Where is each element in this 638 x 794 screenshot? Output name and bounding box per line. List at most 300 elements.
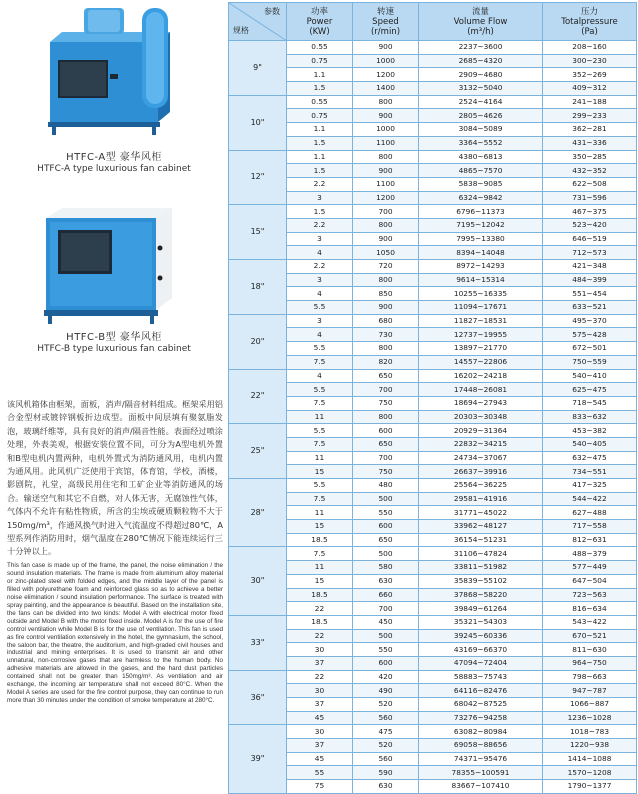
table-row bbox=[229, 109, 637, 123]
power-cell: 2.2 bbox=[287, 218, 353, 232]
flow-cell: 20303~30348 bbox=[419, 410, 543, 424]
pressure-cell: 488~379 bbox=[543, 547, 637, 561]
power-cell: 7.5 bbox=[287, 547, 353, 561]
power-cell: 3 bbox=[287, 232, 353, 246]
flow-cell: 2805~4626 bbox=[419, 109, 543, 123]
power-cell: 0.55 bbox=[287, 41, 353, 55]
power-cell: 2.2 bbox=[287, 177, 353, 191]
table-row bbox=[229, 615, 637, 629]
flow-cell: 39849~61264 bbox=[419, 602, 543, 616]
power-cell: 37 bbox=[287, 739, 353, 753]
pressure-cell: 350~285 bbox=[543, 150, 637, 164]
speed-cell: 900 bbox=[353, 41, 419, 55]
header-speed-en: Speed bbox=[372, 16, 399, 27]
pressure-cell: 432~352 bbox=[543, 164, 637, 178]
pressure-cell: 723~563 bbox=[543, 588, 637, 602]
flow-cell: 74371~95476 bbox=[419, 752, 543, 766]
pressure-cell: 544~422 bbox=[543, 492, 637, 506]
table-row bbox=[229, 342, 637, 356]
flow-cell: 33962~48127 bbox=[419, 520, 543, 534]
flow-cell: 25564~36225 bbox=[419, 479, 543, 493]
power-cell: 7.5 bbox=[287, 437, 353, 451]
table-row bbox=[229, 232, 637, 246]
table-row bbox=[229, 780, 637, 794]
flow-cell: 17448~26081 bbox=[419, 383, 543, 397]
header-speed-zh: 转速 bbox=[376, 6, 394, 17]
speed-cell: 450 bbox=[353, 615, 419, 629]
speed-cell: 590 bbox=[353, 766, 419, 780]
size-cell: 15" bbox=[229, 205, 287, 260]
header-volume-flow bbox=[419, 3, 543, 41]
size-cell: 36" bbox=[229, 670, 287, 725]
pressure-cell: 646~519 bbox=[543, 232, 637, 246]
flow-cell: 8394~14048 bbox=[419, 246, 543, 260]
flow-cell: 22832~34215 bbox=[419, 437, 543, 451]
flow-cell: 13897~21770 bbox=[419, 342, 543, 356]
speed-cell: 630 bbox=[353, 574, 419, 588]
pressure-cell: 467~375 bbox=[543, 205, 637, 219]
speed-cell: 560 bbox=[353, 752, 419, 766]
table-row bbox=[229, 314, 637, 328]
pressure-cell: 670~521 bbox=[543, 629, 637, 643]
power-cell: 1.1 bbox=[287, 150, 353, 164]
pressure-cell: 352~269 bbox=[543, 68, 637, 82]
flow-cell: 31771~45022 bbox=[419, 506, 543, 520]
flow-cell: 29581~41916 bbox=[419, 492, 543, 506]
pressure-cell: 241~188 bbox=[543, 95, 637, 109]
speed-cell: 820 bbox=[353, 355, 419, 369]
flow-cell: 69058~88656 bbox=[419, 739, 543, 753]
pressure-cell: 540~405 bbox=[543, 437, 637, 451]
speed-cell: 560 bbox=[353, 711, 419, 725]
flow-cell: 37868~58220 bbox=[419, 588, 543, 602]
speed-cell: 730 bbox=[353, 328, 419, 342]
flow-cell: 24734~37067 bbox=[419, 451, 543, 465]
flow-cell: 64116~82476 bbox=[419, 684, 543, 698]
table-row bbox=[229, 424, 637, 438]
speed-cell: 1050 bbox=[353, 246, 419, 260]
pressure-cell: 672~501 bbox=[543, 342, 637, 356]
pressure-cell: 421~348 bbox=[543, 260, 637, 274]
flow-cell: 58883~75743 bbox=[419, 670, 543, 684]
speed-cell: 1200 bbox=[353, 191, 419, 205]
pressure-cell: 577~449 bbox=[543, 561, 637, 575]
size-cell: 12" bbox=[229, 150, 287, 205]
pressure-cell: 625~475 bbox=[543, 383, 637, 397]
flow-cell: 35839~55102 bbox=[419, 574, 543, 588]
power-cell: 3 bbox=[287, 273, 353, 287]
speed-cell: 700 bbox=[353, 205, 419, 219]
flow-cell: 3084~5089 bbox=[419, 123, 543, 137]
product-a-title-en: HTFC-A type luxurious fan cabinet bbox=[37, 164, 191, 174]
product-a bbox=[18, 2, 210, 174]
flow-cell: 47094~72404 bbox=[419, 656, 543, 670]
pressure-cell: 947~787 bbox=[543, 684, 637, 698]
header-speed-unit: (r/min) bbox=[370, 26, 401, 37]
flow-cell: 7195~12042 bbox=[419, 218, 543, 232]
pressure-cell: 731~596 bbox=[543, 191, 637, 205]
power-cell: 1.5 bbox=[287, 136, 353, 150]
pressure-cell: 1220~938 bbox=[543, 739, 637, 753]
power-cell: 2.2 bbox=[287, 260, 353, 274]
pressure-cell: 964~750 bbox=[543, 656, 637, 670]
flow-cell: 31106~47824 bbox=[419, 547, 543, 561]
table-row bbox=[229, 396, 637, 410]
power-cell: 45 bbox=[287, 752, 353, 766]
table-row bbox=[229, 506, 637, 520]
table-row bbox=[229, 492, 637, 506]
table-row bbox=[229, 301, 637, 315]
pressure-cell: 300~230 bbox=[543, 54, 637, 68]
header-power bbox=[287, 3, 353, 41]
pressure-cell: 1414~1088 bbox=[543, 752, 637, 766]
table-row bbox=[229, 574, 637, 588]
pressure-cell: 299~233 bbox=[543, 109, 637, 123]
power-cell: 0.55 bbox=[287, 95, 353, 109]
table-row bbox=[229, 588, 637, 602]
header-pressure-unit: (Pa) bbox=[581, 26, 598, 37]
speed-cell: 720 bbox=[353, 260, 419, 274]
header-total-pressure bbox=[543, 3, 637, 41]
flow-cell: 5838~9085 bbox=[419, 177, 543, 191]
table-row bbox=[229, 123, 637, 137]
flow-cell: 2524~4164 bbox=[419, 95, 543, 109]
spec-table-container bbox=[228, 2, 636, 794]
pressure-cell: 750~559 bbox=[543, 355, 637, 369]
flow-cell: 4380~6813 bbox=[419, 150, 543, 164]
flow-cell: 33811~51982 bbox=[419, 561, 543, 575]
table-row bbox=[229, 82, 637, 96]
table-row bbox=[229, 602, 637, 616]
speed-cell: 700 bbox=[353, 451, 419, 465]
power-cell: 22 bbox=[287, 629, 353, 643]
speed-cell: 1100 bbox=[353, 177, 419, 191]
pressure-cell: 362~281 bbox=[543, 123, 637, 137]
pressure-cell: 431~336 bbox=[543, 136, 637, 150]
flow-cell: 3364~5552 bbox=[419, 136, 543, 150]
speed-cell: 1000 bbox=[353, 54, 419, 68]
corner-spec-label: 规格 bbox=[233, 26, 249, 35]
speed-cell: 550 bbox=[353, 506, 419, 520]
table-row bbox=[229, 328, 637, 342]
pressure-cell: 484~399 bbox=[543, 273, 637, 287]
speed-cell: 500 bbox=[353, 629, 419, 643]
table-row bbox=[229, 95, 637, 109]
header-pressure-en: Totalpressure bbox=[561, 16, 618, 27]
table-row bbox=[229, 177, 637, 191]
size-cell: 20" bbox=[229, 314, 287, 369]
flow-cell: 39245~60336 bbox=[419, 629, 543, 643]
flow-cell: 4865~7570 bbox=[419, 164, 543, 178]
power-cell: 18.5 bbox=[287, 615, 353, 629]
pressure-cell: 417~325 bbox=[543, 479, 637, 493]
table-header-row bbox=[229, 3, 637, 41]
product-a-title-zh: HTFC-A型 豪华风柜 bbox=[66, 152, 162, 163]
speed-cell: 800 bbox=[353, 342, 419, 356]
speed-cell: 420 bbox=[353, 670, 419, 684]
speed-cell: 630 bbox=[353, 780, 419, 794]
pressure-cell: 627~488 bbox=[543, 506, 637, 520]
table-row bbox=[229, 670, 637, 684]
header-pressure-zh: 压力 bbox=[580, 6, 598, 17]
table-row bbox=[229, 68, 637, 82]
pressure-cell: 647~504 bbox=[543, 574, 637, 588]
speed-cell: 1400 bbox=[353, 82, 419, 96]
speed-cell: 1000 bbox=[353, 123, 419, 137]
table-row bbox=[229, 698, 637, 712]
table-row bbox=[229, 561, 637, 575]
power-cell: 5.5 bbox=[287, 383, 353, 397]
power-cell: 37 bbox=[287, 656, 353, 670]
pressure-cell: 1570~1208 bbox=[543, 766, 637, 780]
table-row bbox=[229, 218, 637, 232]
pressure-cell: 798~663 bbox=[543, 670, 637, 684]
table-row bbox=[229, 41, 637, 55]
size-cell: 30" bbox=[229, 547, 287, 615]
description-zh: 该风机箱体由框架，面板，消声/隔音材料组成。框架采用铝合金型材或镀锌钢板折边成型。面板中间层填有聚氨脂发泡，玻璃纤维等，具有良好的消声/隔音性能。表面经过喷涂处理，外表美观，根据安装位置不同，可分为A型电机外置和B型电机内置两种，电机外置式为消防通风用，电机内置为通风用。此风机广泛使用于宾馆，体育馆，学校，酒楼，影剧院，礼堂，高级民用住宅和工矿企业等消防通风的场合。输送空气和其它不自燃，对人体无害，无腐蚀性气体，气体内不允许有粘性物质，所含的尘埃或硬质颗粒物不大于150mg/m³，作通风换气时进入气流温度不得超过80℃，A型系列作消防用时，烟气温度在280℃情况下能连续运行三十分钟以上。 bbox=[7, 399, 223, 557]
speed-cell: 600 bbox=[353, 424, 419, 438]
power-cell: 1.5 bbox=[287, 164, 353, 178]
table-row bbox=[229, 437, 637, 451]
product-b-title-zh: HTFC-B型 豪华风柜 bbox=[66, 332, 162, 343]
power-cell: 15 bbox=[287, 465, 353, 479]
size-cell: 10" bbox=[229, 95, 287, 150]
table-row bbox=[229, 547, 637, 561]
pressure-cell: 1236~1028 bbox=[543, 711, 637, 725]
spec-table bbox=[228, 2, 637, 794]
table-row bbox=[229, 355, 637, 369]
header-speed bbox=[353, 3, 419, 41]
pressure-cell: 734~551 bbox=[543, 465, 637, 479]
pressure-cell: 718~545 bbox=[543, 396, 637, 410]
power-cell: 1.1 bbox=[287, 123, 353, 137]
speed-cell: 550 bbox=[353, 643, 419, 657]
table-row bbox=[229, 164, 637, 178]
table-row bbox=[229, 752, 637, 766]
flow-cell: 83667~107410 bbox=[419, 780, 543, 794]
table-row bbox=[229, 711, 637, 725]
pressure-cell: 812~631 bbox=[543, 533, 637, 547]
flow-cell: 16202~24218 bbox=[419, 369, 543, 383]
size-cell: 25" bbox=[229, 424, 287, 479]
pressure-cell: 833~632 bbox=[543, 410, 637, 424]
speed-cell: 750 bbox=[353, 396, 419, 410]
speed-cell: 600 bbox=[353, 520, 419, 534]
speed-cell: 800 bbox=[353, 218, 419, 232]
header-flow-zh: 流量 bbox=[471, 6, 489, 17]
product-b-title-en: HTFC-B type luxurious fan cabinet bbox=[37, 344, 191, 354]
power-cell: 7.5 bbox=[287, 396, 353, 410]
power-cell: 7.5 bbox=[287, 355, 353, 369]
flow-cell: 18694~27943 bbox=[419, 396, 543, 410]
speed-cell: 520 bbox=[353, 739, 419, 753]
pressure-cell: 495~370 bbox=[543, 314, 637, 328]
flow-cell: 35321~54303 bbox=[419, 615, 543, 629]
flow-cell: 12737~19955 bbox=[419, 328, 543, 342]
table-row bbox=[229, 451, 637, 465]
header-flow-unit: (m³/h) bbox=[467, 26, 494, 37]
pressure-cell: 575~428 bbox=[543, 328, 637, 342]
pressure-cell: 717~558 bbox=[543, 520, 637, 534]
spec-table-body bbox=[229, 41, 637, 794]
pressure-cell: 1018~783 bbox=[543, 725, 637, 739]
power-cell: 0.75 bbox=[287, 109, 353, 123]
pressure-cell: 208~160 bbox=[543, 41, 637, 55]
table-row bbox=[229, 766, 637, 780]
table-row bbox=[229, 629, 637, 643]
flow-cell: 6324~9842 bbox=[419, 191, 543, 205]
header-flow-en: Volume Flow bbox=[453, 16, 508, 27]
table-row bbox=[229, 150, 637, 164]
power-cell: 11 bbox=[287, 410, 353, 424]
speed-cell: 800 bbox=[353, 95, 419, 109]
flow-cell: 9614~15314 bbox=[419, 273, 543, 287]
flow-cell: 14557~22806 bbox=[419, 355, 543, 369]
power-cell: 4 bbox=[287, 246, 353, 260]
speed-cell: 900 bbox=[353, 164, 419, 178]
corner-param-label: 参数 bbox=[264, 7, 280, 16]
speed-cell: 660 bbox=[353, 588, 419, 602]
table-row bbox=[229, 725, 637, 739]
speed-cell: 800 bbox=[353, 410, 419, 424]
power-cell: 5.5 bbox=[287, 301, 353, 315]
table-row bbox=[229, 410, 637, 424]
power-cell: 1.5 bbox=[287, 205, 353, 219]
flow-cell: 68042~87525 bbox=[419, 698, 543, 712]
power-cell: 30 bbox=[287, 725, 353, 739]
flow-cell: 43169~66370 bbox=[419, 643, 543, 657]
table-row bbox=[229, 260, 637, 274]
speed-cell: 900 bbox=[353, 301, 419, 315]
table-row bbox=[229, 520, 637, 534]
power-cell: 45 bbox=[287, 711, 353, 725]
speed-cell: 650 bbox=[353, 369, 419, 383]
table-row bbox=[229, 656, 637, 670]
pressure-cell: 551~454 bbox=[543, 287, 637, 301]
table-row bbox=[229, 465, 637, 479]
flow-cell: 11827~18531 bbox=[419, 314, 543, 328]
table-row bbox=[229, 246, 637, 260]
flow-cell: 2237~3600 bbox=[419, 41, 543, 55]
flow-cell: 6796~11373 bbox=[419, 205, 543, 219]
power-cell: 7.5 bbox=[287, 492, 353, 506]
speed-cell: 700 bbox=[353, 383, 419, 397]
power-cell: 1.5 bbox=[287, 82, 353, 96]
power-cell: 3 bbox=[287, 314, 353, 328]
left-column bbox=[0, 0, 228, 760]
pressure-cell: 523~420 bbox=[543, 218, 637, 232]
table-row bbox=[229, 191, 637, 205]
flow-cell: 78355~100591 bbox=[419, 766, 543, 780]
table-row bbox=[229, 369, 637, 383]
table-row bbox=[229, 383, 637, 397]
flow-cell: 2909~4680 bbox=[419, 68, 543, 82]
speed-cell: 850 bbox=[353, 287, 419, 301]
power-cell: 30 bbox=[287, 684, 353, 698]
flow-cell: 8972~14293 bbox=[419, 260, 543, 274]
table-row bbox=[229, 273, 637, 287]
power-cell: 37 bbox=[287, 698, 353, 712]
table-row bbox=[229, 479, 637, 493]
pressure-cell: 409~312 bbox=[543, 82, 637, 96]
speed-cell: 800 bbox=[353, 150, 419, 164]
speed-cell: 500 bbox=[353, 492, 419, 506]
power-cell: 5.5 bbox=[287, 424, 353, 438]
pressure-cell: 811~630 bbox=[543, 643, 637, 657]
pressure-cell: 633~521 bbox=[543, 301, 637, 315]
power-cell: 18.5 bbox=[287, 533, 353, 547]
power-cell: 15 bbox=[287, 574, 353, 588]
speed-cell: 600 bbox=[353, 656, 419, 670]
flow-cell: 26637~39916 bbox=[419, 465, 543, 479]
power-cell: 11 bbox=[287, 506, 353, 520]
power-cell: 30 bbox=[287, 643, 353, 657]
speed-cell: 480 bbox=[353, 479, 419, 493]
size-cell: 33" bbox=[229, 615, 287, 670]
power-cell: 55 bbox=[287, 766, 353, 780]
speed-cell: 750 bbox=[353, 465, 419, 479]
pressure-cell: 453~382 bbox=[543, 424, 637, 438]
power-cell: 22 bbox=[287, 602, 353, 616]
description-en: This fan case is made up of the frame, the panel, the noise elimination / the sound insulation materials. The frame is made from aluminum alloy material or zinc-plated steel with folded edges, and the middle layer of the panel is filled with polyurethane foam and reinforced glass so as to achieve a better noise elimination / sound insulation performance. The surface is treated with spray painting, and the appearance is beautiful. Based on the installation site, the fans can be divided into two kinds: Model A with electrical motor fixed outside and Model B with the motor fixed inside. Model A is for the use of fire control ventilation while Model B is for the use of ventilation. This fan is used as fire control ventilation extensively in the hotel, the gymnasium, the school, the saloon bar, the theatre, the auditorium, and high-graded civil houses and industrial and mining enterprises. It is used to transmit air and other unnatural, non-corrosive gases that are harmless to the human body. No adhesive materials are allowed in the gases, and the hard dust particles contained shall not be greater than 150mg/m³. As ventilation and air exchange, the incoming air temperature shall not exceed 80°C. When the Model A series are used for the fire control purpose, they can continue to run more than 30 minutes under the condition of smoke temperature at 280°C. bbox=[7, 562, 223, 705]
speed-cell: 520 bbox=[353, 698, 419, 712]
speed-cell: 500 bbox=[353, 547, 419, 561]
speed-cell: 650 bbox=[353, 533, 419, 547]
table-row bbox=[229, 54, 637, 68]
power-cell: 22 bbox=[287, 670, 353, 684]
size-cell: 18" bbox=[229, 260, 287, 315]
flow-cell: 3132~5040 bbox=[419, 82, 543, 96]
power-cell: 18.5 bbox=[287, 588, 353, 602]
speed-cell: 490 bbox=[353, 684, 419, 698]
speed-cell: 680 bbox=[353, 314, 419, 328]
pressure-cell: 632~475 bbox=[543, 451, 637, 465]
header-power-zh: 功率 bbox=[310, 6, 328, 17]
power-cell: 0.75 bbox=[287, 54, 353, 68]
table-row bbox=[229, 205, 637, 219]
table-row bbox=[229, 136, 637, 150]
header-power-unit: (KW) bbox=[309, 26, 330, 37]
pressure-cell: 622~508 bbox=[543, 177, 637, 191]
table-row bbox=[229, 739, 637, 753]
power-cell: 4 bbox=[287, 369, 353, 383]
power-cell: 11 bbox=[287, 451, 353, 465]
pressure-cell: 816~634 bbox=[543, 602, 637, 616]
flow-cell: 73276~94258 bbox=[419, 711, 543, 725]
table-row bbox=[229, 533, 637, 547]
power-cell: 5.5 bbox=[287, 479, 353, 493]
table-row bbox=[229, 684, 637, 698]
power-cell: 75 bbox=[287, 780, 353, 794]
flow-cell: 2685~4320 bbox=[419, 54, 543, 68]
flow-cell: 11094~17671 bbox=[419, 301, 543, 315]
size-cell: 39" bbox=[229, 725, 287, 793]
speed-cell: 1100 bbox=[353, 136, 419, 150]
size-cell: 9" bbox=[229, 41, 287, 96]
power-cell: 3 bbox=[287, 191, 353, 205]
flow-cell: 7995~13380 bbox=[419, 232, 543, 246]
speed-cell: 580 bbox=[353, 561, 419, 575]
flow-cell: 63082~80984 bbox=[419, 725, 543, 739]
power-cell: 5.5 bbox=[287, 342, 353, 356]
pressure-cell: 1066~887 bbox=[543, 698, 637, 712]
flow-cell: 36154~51231 bbox=[419, 533, 543, 547]
table-row bbox=[229, 643, 637, 657]
power-cell: 4 bbox=[287, 287, 353, 301]
speed-cell: 1200 bbox=[353, 68, 419, 82]
speed-cell: 700 bbox=[353, 602, 419, 616]
pressure-cell: 540~410 bbox=[543, 369, 637, 383]
